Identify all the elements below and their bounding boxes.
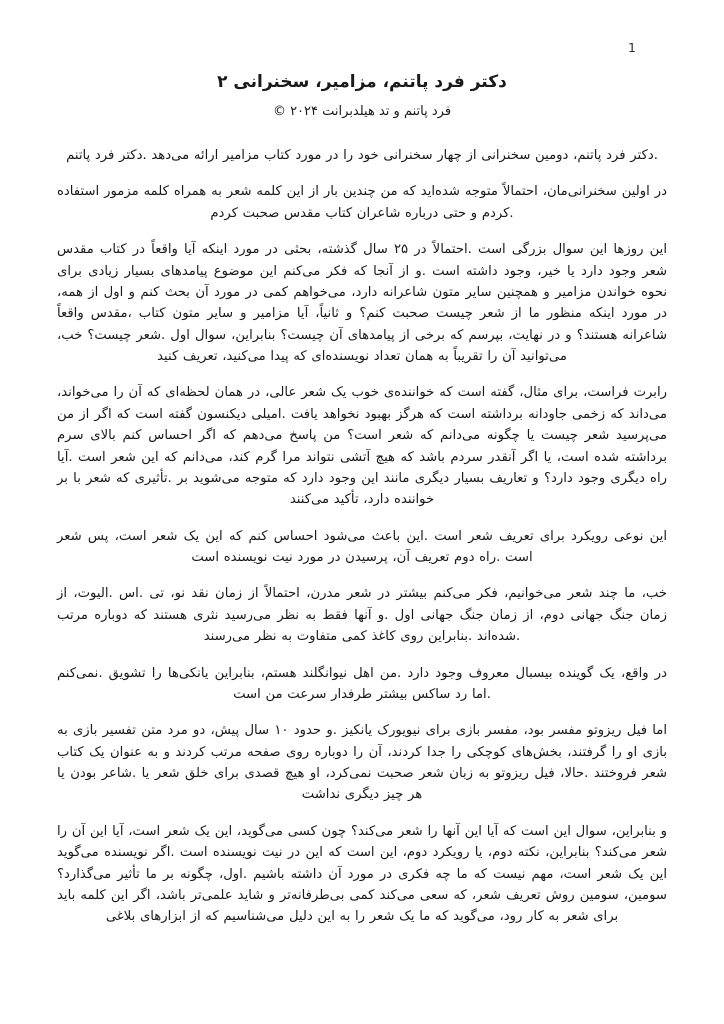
paragraph: اما فیل ریزوتو مفسر بود، مفسر بازی برای نیویورک یانکیز .و حدود ۱۰ سال پیش، دو مرد متن تفسیر بازی به بازی او را گرفتند، بخش‌های کوچکی را جدا کردند، آن را دوباره روی صفحه مرتب کردند و به عنوان یک کتاب شعر فروختند .حالا، فیل ریزوتو به زبان شعر صحبت نمی‌کرد، او هیچ قصدی برای خلق شعر یا .شاعر بودن یا هر چیز دیگری نداشت — [57, 723, 667, 803]
paragraph: و بنابراین، سوال این است که آیا این آنها را شعر می‌کند؟ چون کسی می‌گوید، این یک شعر است، آیا این آن را شعر می‌کند؟ بنابراین، نکته دوم، یا رویکرد دوم، این است که این در نیت نویسنده است .اگر نویسنده می‌گوید این یک شعر است، مهم نیست که ما چه فکری در مورد آن داشته باشیم .اول، چگونه بر ما تأثیر می‌گذارد؟ سومین، سومین روش تعریف شعر، که سعی می‌کند کمی بی‌طرفانه‌تر و شاید علمی‌تر باشد، اگر این کلمه باید برای شعر به کار رود، می‌گوید که ما یک شعر را به این دلیل می‌شناسیم که از ابزارهای بلاغی — [57, 823, 667, 925]
paragraph: رابرت فراست، برای مثال، گفته است که خواننده‌ی خوب یک شعر عالی، در همان لحظه‌ای که آن را می‌خواند، می‌داند که زخمی جاودانه برداشته است که هرگز بهبود نخواهد یافت .امیلی دیکنسون گفته است که اگر از من می‌پرسید شعر چیست یا چگونه می‌دانم که شعر است؟ من پاسخ می‌دهم که اگر احساس کنم بالای سرم برداشته شده است، یا اگر آنقدر سردم باشد که هیچ آتشی نتواند مرا گرم کند، می‌دانم که این شعر است .آیا راه دیگری وجود دارد؟ و تعاریف بسیار دیگری مانند این وجود دارد که متوجه می‌شوید بر .تأثیری که شعر با بر خواننده دارد، تأکید می‌کنند — [57, 385, 667, 508]
document-title: دکتر فرد پاتنم، مزامیر، سخنرانی ۲ — [217, 72, 507, 92]
paragraph: این روزها این سوال بزرگی است .احتمالاً در ۲۵ سال گذشته، بحثی در مورد اینکه آیا واقعاً در کتاب مقدس شعر وجود دارد یا خیر، وجود داشته است .و از آنجا که فکر می‌کنم این موضوع پیامدهای بسیار زیادی برای نحوه خواندن مزامیر و همچنین سایر متون شاعرانه دارد، می‌خواهم کمی در مورد آن بحث کنم و اول از همه، در مورد اینکه منظور ما از شعر چیست صحبت کنم؟ و ثانیاً، آیا مزامیر و سایر متون کتاب ،مقدس واقعاً شاعرانه هستند؟ و در نهایت، بپرسم که برخی از پیامدهای آن چیست؟ بنابراین، سوال اول .شعر چیست؟ خب، می‌توانید آن را تقریباً به همان تعداد نویسنده‌ای که پیدا می‌کنید، تعریف کنید — [57, 242, 667, 364]
document-body — [57, 145, 667, 928]
paragraph: .دکتر فرد پاتنم، دومین سخنرانی از چهار سخنرانی خود را در مورد کتاب مزامیر ارائه می‌دهد .دکتر فرد پاتنم — [66, 148, 658, 163]
copyright-line: فرد پاتنم و تد هیلدبرانت ۲۰۲۴ © — [272, 104, 452, 119]
paragraph: این نوعی رویکرد برای تعریف شعر است .این باعث می‌شود احساس کنم که این یک شعر است، پس شعر است .راه دوم تعریف آن، پرسیدن در مورد نیت نویسنده است — [57, 528, 667, 565]
page-number: 1 — [628, 40, 636, 55]
paragraph: خب، ما چند شعر می‌خوانیم، فکر می‌کنم بیشتر در شعر مدرن، احتمالاً از زمان نقد نو، تی .اس .الیوت، از زمان جنگ جهانی دوم، از زمان جنگ جهانی اول .و آنها فقط به نظر می‌رسید نثری هستند که دوباره مرتب .شده‌اند .بنابراین روی کاغذ کمی متفاوت به نظر می‌رسند — [57, 586, 667, 645]
paragraph: در اولین سخنرانی‌مان، احتمالاً متوجه شده‌اید که من چندین بار از این کلمه شعر به همراه کلمه مزمور استفاده .کردم و حتی درباره شاعران کتاب مقدس صحبت کردم — [57, 184, 667, 221]
paragraph: در واقع، یک گوینده بیسبال معروف وجود دارد .من اهل نیوانگلند هستم، بنابراین یانکی‌ها را تشویق .نمی‌کنم .اما رد ساکس بیشتر طرفدار سرعت من است — [57, 665, 667, 702]
